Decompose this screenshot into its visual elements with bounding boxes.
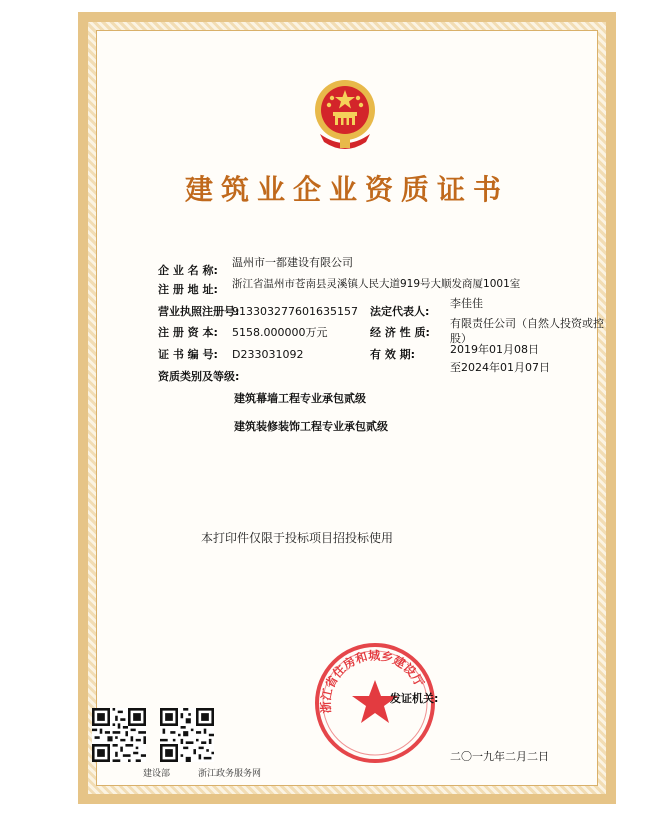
issue-date: 二〇一九年二月二日 — [450, 750, 549, 763]
validity-from: 2019年01月08日 — [450, 343, 539, 356]
capital-value: 5158.000000万元 — [232, 326, 328, 339]
issuer-label: 发证机关: — [390, 692, 439, 705]
company-name-label: 企 业 名 称: — [158, 264, 218, 277]
certificate-title: 建筑业企业资质证书 — [184, 173, 509, 206]
validity-to: 至2024年01月07日 — [450, 361, 550, 374]
legal-rep-value: 李佳佳 — [450, 297, 483, 310]
capital-label: 注 册 资 本: — [158, 326, 218, 339]
license-value: 913303277601635157 — [232, 305, 358, 318]
usage-note: 本打印件仅限于投标项目招投标使用 — [201, 531, 394, 545]
economic-type-label: 经 济 性 质: — [370, 326, 430, 339]
qualification-label: 资质类别及等级: — [158, 370, 240, 383]
qualification-item: 建筑幕墙工程专业承包贰级 — [234, 392, 366, 405]
qr-code-icon — [92, 708, 146, 762]
qr-caption: 浙江政务服务网 — [198, 769, 262, 779]
legal-rep-label: 法定代表人: — [370, 305, 430, 318]
cert-no-value: D233031092 — [232, 348, 304, 361]
license-label: 营业执照注册号: — [158, 305, 240, 318]
economic-type-value-line1: 有限责任公司（自然人投资或控 — [450, 317, 604, 330]
national-emblem-icon — [312, 76, 378, 152]
validity-label: 有 效 期: — [370, 348, 416, 361]
economic-type-value-line2: 股） — [450, 332, 472, 345]
address-label: 注 册 地 址: — [158, 283, 218, 296]
qualification-item: 建筑装修装饰工程专业承包贰级 — [234, 420, 388, 433]
company-name-value: 温州市一都建设有限公司 — [232, 256, 353, 269]
qr-code-icon — [160, 708, 214, 762]
qr-caption: 建设部 — [143, 769, 171, 779]
seal-text: 浙江省住房和城乡建设厅 — [318, 648, 427, 714]
cert-no-label: 证 书 编 号: — [158, 348, 218, 361]
address-value: 浙江省温州市苍南县灵溪镇人民大道919号大顺发商厦1001室 — [232, 278, 521, 290]
